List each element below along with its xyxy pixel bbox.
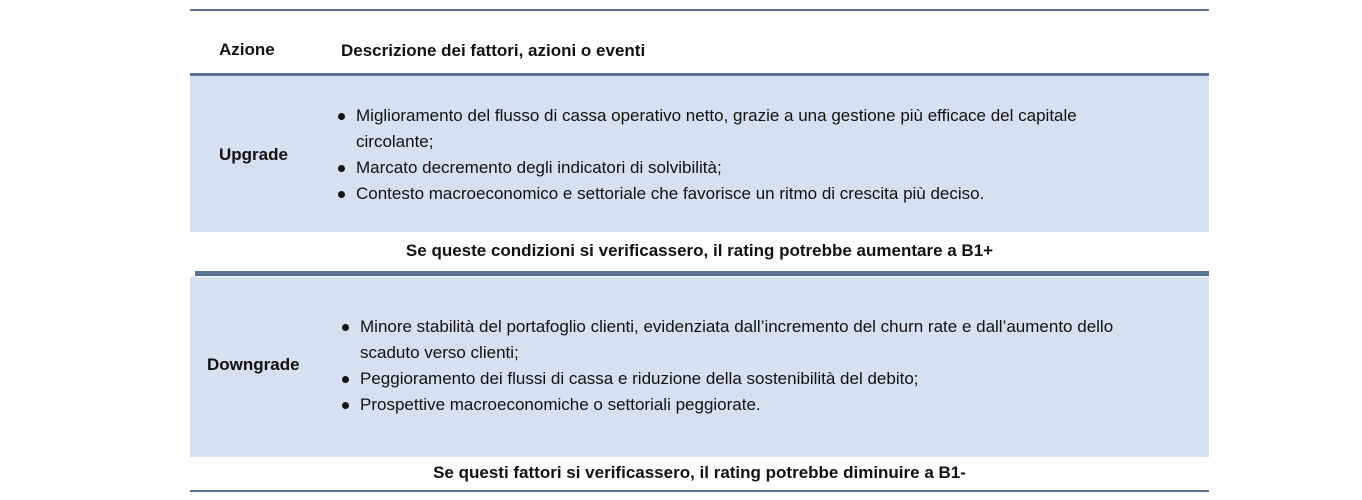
upgrade-conclusion: Se queste condizioni si verificassero, il rating potrebbe aumentare a B1+ [190,233,1209,271]
header-description-label: Descrizione dei fattori, azioni o eventi [341,41,646,60]
section-separator [195,271,1209,276]
table-header-row [190,11,1209,73]
list-item: Prospettive macroeconomiche o settoriali peggiorate. [342,392,1162,418]
downgrade-action-label: Downgrade [207,355,300,374]
downgrade-conclusion: Se questi fattori si verificassero, il rating potrebbe diminuire a B1- [190,457,1209,490]
upgrade-action-label: Upgrade [219,145,288,164]
list-item: Miglioramento del flusso di cassa operativo netto, grazie a una gestione più efficace del capitale circolante; [338,103,1158,155]
list-item: Peggioramento dei flussi di cassa e riduzione della sostenibilità del debito; [342,366,1162,392]
list-item: Contesto macroeconomico e settoriale che favorisce un ritmo di crescita più deciso. [338,181,1158,207]
list-item: Marcato decremento degli indicatori di solvibilità; [338,155,1158,181]
downgrade-factors-list [342,314,1162,418]
list-item: Minore stabilità del portafoglio clienti, evidenziata dall’incremento del churn rate e dall’aumento dello scaduto verso clienti; [342,314,1162,366]
rating-factors-table [190,9,1209,493]
header-action-label: Azione [219,40,275,59]
table-bottom-rule [190,490,1209,492]
upgrade-factors-list [338,103,1158,207]
